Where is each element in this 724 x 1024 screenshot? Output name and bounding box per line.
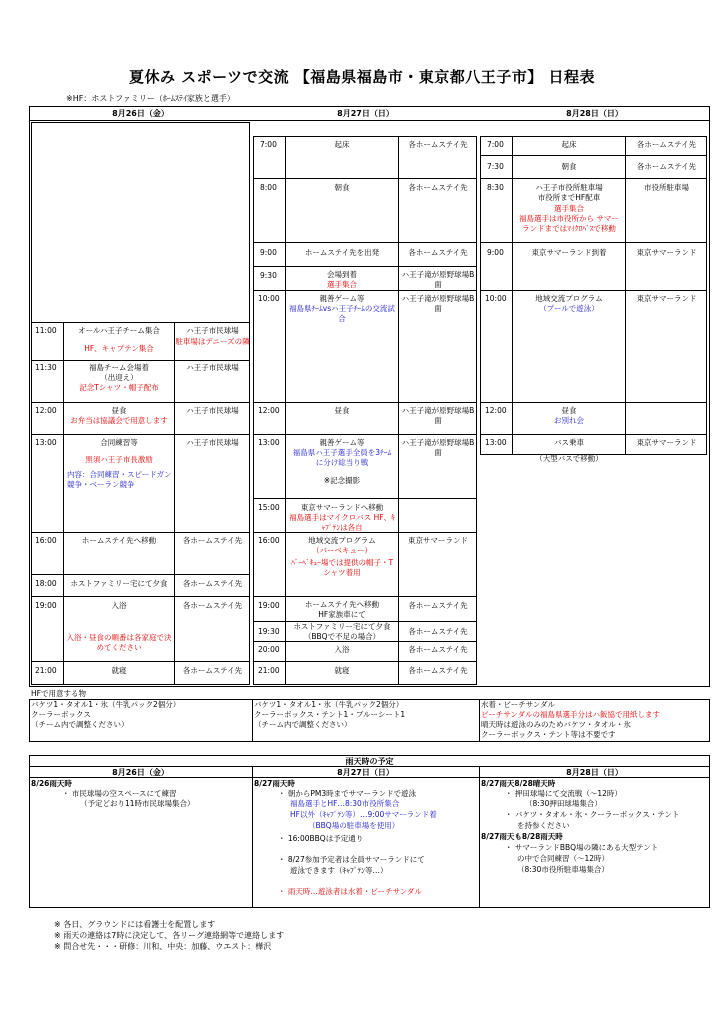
d27-time: 13:00 — [258, 438, 280, 447]
d28-place: 東京サマーランド — [636, 438, 697, 447]
d27-event-note: HF家族車にて — [318, 610, 366, 619]
rain-day-26: 8月26日（金） — [112, 768, 169, 777]
rain-day-28: 8月28日（日） — [566, 768, 623, 777]
rain-d28-head: 8/27雨天8/28晴天時 — [481, 779, 556, 788]
rain-d26-line: ・ 市民球場の空スペースにて練習 — [62, 789, 177, 798]
d28-time: 9:00 — [487, 248, 504, 257]
d26-event-note: （出迎え） — [100, 373, 138, 382]
d26-event: 合同練習等 — [100, 438, 138, 447]
bring-d27-line: （チーム内で調整ください） — [254, 720, 352, 729]
d27-place: ハ王子滝が原野球場B面 — [401, 294, 475, 313]
bring-d28-line: 水着・ビーチサンダル — [481, 700, 556, 709]
d26-time: 19:00 — [35, 601, 57, 610]
d27-event-note: 福島県ﾁｰﾑvsハ王子ﾁｰﾑの交流試合 — [289, 304, 395, 323]
rain-d28-line: ・ 押田球場にて交流戦（～12時） — [505, 789, 622, 798]
d26-event-note: 入浴・昼食の順番は各家庭で決めてください — [66, 633, 172, 652]
d27-event-note: 福島県ハ王子選手全員を3ﾁｰﾑに分け総当り戦 — [292, 448, 392, 467]
d26-place: 各ホームステイ先 — [182, 579, 243, 588]
d27-time: 19:30 — [258, 627, 280, 636]
day-header-26: 8月26日（金） — [112, 109, 169, 118]
d26-event: 昼食 — [111, 406, 127, 415]
d26-event: 就寝 — [111, 666, 127, 675]
d26-time: 11:30 — [35, 363, 57, 372]
bring-d27-line: クーラーボックス・テント1・ブルーシート1 — [254, 710, 406, 719]
d28-time: 13:00 — [485, 438, 507, 447]
rain-d27-line: （BBQ場の駐車場を使用） — [308, 821, 400, 830]
d26-event: ホームステイ先へ移動 — [81, 536, 157, 545]
d26-event-note: HF、キャプテン集合 — [84, 344, 154, 353]
d27-event-note: 選手集合 — [327, 280, 357, 289]
d27-place: ハ王子滝が原野球場B面 — [401, 270, 475, 289]
rain-d28-line: の中で合同練習（～12時） — [517, 854, 610, 863]
d27-event-note: 福島選手はマイクロバス HF、ｷｬﾌﾟﾃﾝは各自 — [289, 513, 395, 532]
d26-event-note: お弁当は協議会で用意します — [70, 416, 168, 425]
d27-time: 7:00 — [260, 140, 277, 149]
rain-title: 雨天時の予定 — [345, 757, 394, 766]
bring-d28-line: クーラーボックス・テント等は不要です — [481, 730, 616, 739]
d27-place: ハ王子滝が原野球場B面 — [401, 438, 475, 457]
rain-d28-line: を持参ください — [517, 821, 570, 830]
rain-d28-line: （8:30押田球場集合） — [525, 799, 602, 808]
d27-event: 会場到着 — [327, 270, 357, 279]
d28-time: 7:30 — [487, 162, 504, 171]
rain-d27-line: ・ 8/27参加予定者は全員サマーランドにて — [278, 855, 425, 864]
rain-d26-line: （予定どおり11時市民球場集合） — [80, 799, 195, 808]
d28-event-note: 市役所までHF配車 — [537, 193, 601, 202]
d26-place: 各ホームステイ先 — [182, 601, 243, 610]
d27-event: ホストファミリー宅にて夕食 — [293, 622, 391, 631]
rain-d26-head: 8/26雨天時 — [31, 779, 72, 788]
d26-time: 21:00 — [35, 666, 57, 675]
bring-d28-line: 晴天時は遊泳のみのためバケツ・タオル・氷 — [481, 720, 631, 729]
d27-place: 各ホームステイ先 — [408, 627, 468, 636]
bring-d27-line: バケツ1・タオル1・氷（牛乳パック2個分） — [254, 700, 404, 709]
d26-time: 11:00 — [35, 326, 57, 335]
d27-place: 各ホームステイ先 — [408, 666, 468, 675]
bring-label: HFで用意する物 — [31, 689, 86, 698]
d27-event: 起床 — [334, 140, 350, 149]
d28-event: 地域交流プログラム — [535, 294, 603, 303]
d27-place: 東京サマーランド — [408, 536, 468, 545]
d26-event: 福島チーム会場着 — [89, 363, 149, 372]
rain-d27-line: ・ 16:00BBQは予定通り — [278, 834, 364, 843]
d27-place: ハ王子滝が原野球場B面 — [401, 406, 475, 425]
d27-place: 各ホームステイ先 — [408, 645, 468, 654]
d28-event-note: 福島選手は市役所から サマーランドまではﾏｲｸﾛﾊﾞｽで移動 — [519, 214, 619, 233]
day-header-28: 8月28日（日） — [566, 109, 623, 118]
d27-time: 12:00 — [258, 406, 280, 415]
d26-event: ホストファミリー宅にて夕食 — [70, 579, 168, 588]
bring-d26-line: （チーム内で調整ください） — [31, 720, 129, 729]
d28-event-note: 選手集合 — [554, 204, 584, 213]
d27-event: 親善ゲーム等 — [319, 438, 365, 447]
d26-place: ハ王子市民球場 — [186, 438, 239, 447]
rain-d28-line: （8:30市役所駐車場集合） — [517, 865, 609, 874]
d27-event: 朝食 — [334, 183, 350, 192]
d26-place: ハ王子市民球場 — [186, 363, 239, 372]
d26-event-note: 記念Tシャツ・帽子配布 — [79, 383, 159, 392]
d27-event-note: ※記念撮影 — [323, 476, 361, 485]
d27-time: 10:00 — [258, 294, 280, 303]
d28-event: ハ王子市役所駐車場 — [535, 183, 603, 192]
d26-event: 入浴 — [111, 601, 127, 610]
footer-note: ※ 各日、グラウンドには看護士を配置します — [54, 920, 216, 929]
d26-time: 12:00 — [35, 406, 57, 415]
d27-time: 8:00 — [260, 183, 277, 192]
rain-d27-line: HF以外（ｷｬﾌﾟﾃﾝ等）…9:00サマーランド着 — [290, 810, 437, 819]
d27-time: 20:00 — [258, 645, 280, 654]
d27-event-note: （BBQで不足の場合） — [303, 632, 381, 641]
d27-event: 就寝 — [334, 666, 350, 675]
d28-event-note: （大型バスで移動） — [535, 454, 603, 463]
d27-time: 9:00 — [260, 248, 277, 257]
d26-place: ハ王子市民球場 — [186, 326, 239, 335]
d28-place: 東京サマーランド — [636, 294, 697, 303]
d28-event: バス乗車 — [554, 438, 584, 447]
d26-event-note: 内容：合同練習・スピードガン競争・ベーラン競争 — [67, 470, 172, 489]
d27-time: 19:00 — [258, 601, 280, 610]
d27-time: 21:00 — [258, 666, 280, 675]
rain-d27-head: 8/27雨天時 — [254, 779, 295, 788]
page-title: 夏休み スポーツで交流 【福島県福島市・東京都八王子市】 日程表 — [128, 68, 596, 86]
d28-event: 起床 — [561, 140, 577, 149]
d26-event-note: 黒須ハ王子市長激励 — [85, 455, 153, 464]
rain-d28-head2: 8/27雨天も8/28雨天時 — [481, 832, 563, 841]
d28-event: 朝食 — [561, 162, 577, 171]
d27-event: 親善ゲーム等 — [319, 294, 365, 303]
d28-event-note: （プールで遊泳） — [539, 304, 599, 313]
bring-d28-line: ビーチサンダルの福島県選手分はハ飯協で用紙します — [481, 710, 661, 719]
d28-place: 各ホームステイ先 — [636, 140, 697, 149]
d27-place: 各ホームステイ先 — [408, 248, 468, 257]
d27-time: 9:30 — [260, 271, 277, 280]
d27-event: 入浴 — [334, 645, 350, 654]
d28-time: 12:00 — [485, 406, 507, 415]
d28-event-note: お別れ会 — [554, 416, 584, 425]
d27-time: 15:00 — [258, 503, 280, 512]
d27-event: ホームステイ先を出発 — [304, 248, 380, 257]
d26-event: オールハ王子チーム集合 — [78, 326, 160, 335]
d28-place: 東京サマーランド — [636, 248, 697, 257]
d27-event: 地域交流プログラム — [308, 536, 376, 545]
rain-d27-line: ・ 雨天時…遊泳者は水着・ビーチサンダル — [278, 887, 422, 896]
rain-d27-line: 福島選手とHF…8:30市役所集合 — [290, 799, 400, 808]
d27-place: 各ホームステイ先 — [408, 140, 468, 149]
hf-note: ※HF：ホストファミリー（ﾎｰﾑｽﾃｲ家族と選手） — [66, 94, 235, 103]
footer-note: ※ 問合せ先・・・研修：川和、中央：加藤、ウエスト：樺沢 — [54, 942, 272, 951]
d26-time: 13:00 — [35, 438, 57, 447]
footer-note: ※ 雨天の連絡は7時に決定して、各リーグ連絡網等で連絡します — [54, 931, 285, 940]
d27-place: 各ホームステイ先 — [408, 601, 468, 610]
d28-time: 8:30 — [487, 183, 504, 192]
d28-place: 各ホームステイ先 — [636, 162, 697, 171]
d27-place: 各ホームステイ先 — [408, 183, 468, 192]
d26-time: 18:00 — [35, 579, 57, 588]
d27-event-note: （バーベキュー） — [312, 546, 372, 555]
d26-time: 16:00 — [35, 536, 57, 545]
d28-event: 昼食 — [561, 406, 577, 415]
d26-place: 各ホームステイ先 — [182, 666, 243, 675]
bring-d26-line: クーラーボックス — [31, 710, 91, 719]
bring-d26-line: バケツ1・タオル1・氷（牛乳パック2個分） — [31, 700, 181, 709]
rain-d27-line: 遊泳できます（ｷｬﾌﾟﾃﾝ等…） — [290, 866, 388, 875]
d27-time: 16:00 — [258, 536, 280, 545]
d26-place: 各ホームステイ先 — [182, 536, 243, 545]
rain-d28-line: ・ サマーランドBBQ場の隣にある大型テント — [505, 843, 659, 852]
day-header-27: 8月27日（日） — [337, 109, 394, 118]
d28-time: 7:00 — [487, 140, 504, 149]
d26-place-note: 駐車場はデニーズの隣 — [175, 337, 250, 346]
d27-event: 東京サマーランドへ移動 — [300, 503, 384, 512]
d27-event: 昼食 — [334, 406, 350, 415]
d28-event: 東京サマーランド到着 — [531, 248, 607, 257]
d27-event-note: ﾊﾞｰﾍﾞｷｭｰ場では提供の帽子・Tシャツ着用 — [290, 558, 394, 577]
rain-d28-line: ・ バケツ・タオル・氷・クーラーボックス・テント — [505, 810, 680, 819]
rain-d27-line: ・ 朝からPM3時までサマーランドで遊泳 — [278, 789, 417, 798]
d27-event: ホームステイ先へ移動 — [304, 600, 380, 609]
d28-time: 10:00 — [485, 294, 507, 303]
d28-place: 市役所駐車場 — [644, 183, 689, 192]
rain-day-27: 8月27日（日） — [337, 768, 394, 777]
d26-place: ハ王子市民球場 — [186, 406, 239, 415]
